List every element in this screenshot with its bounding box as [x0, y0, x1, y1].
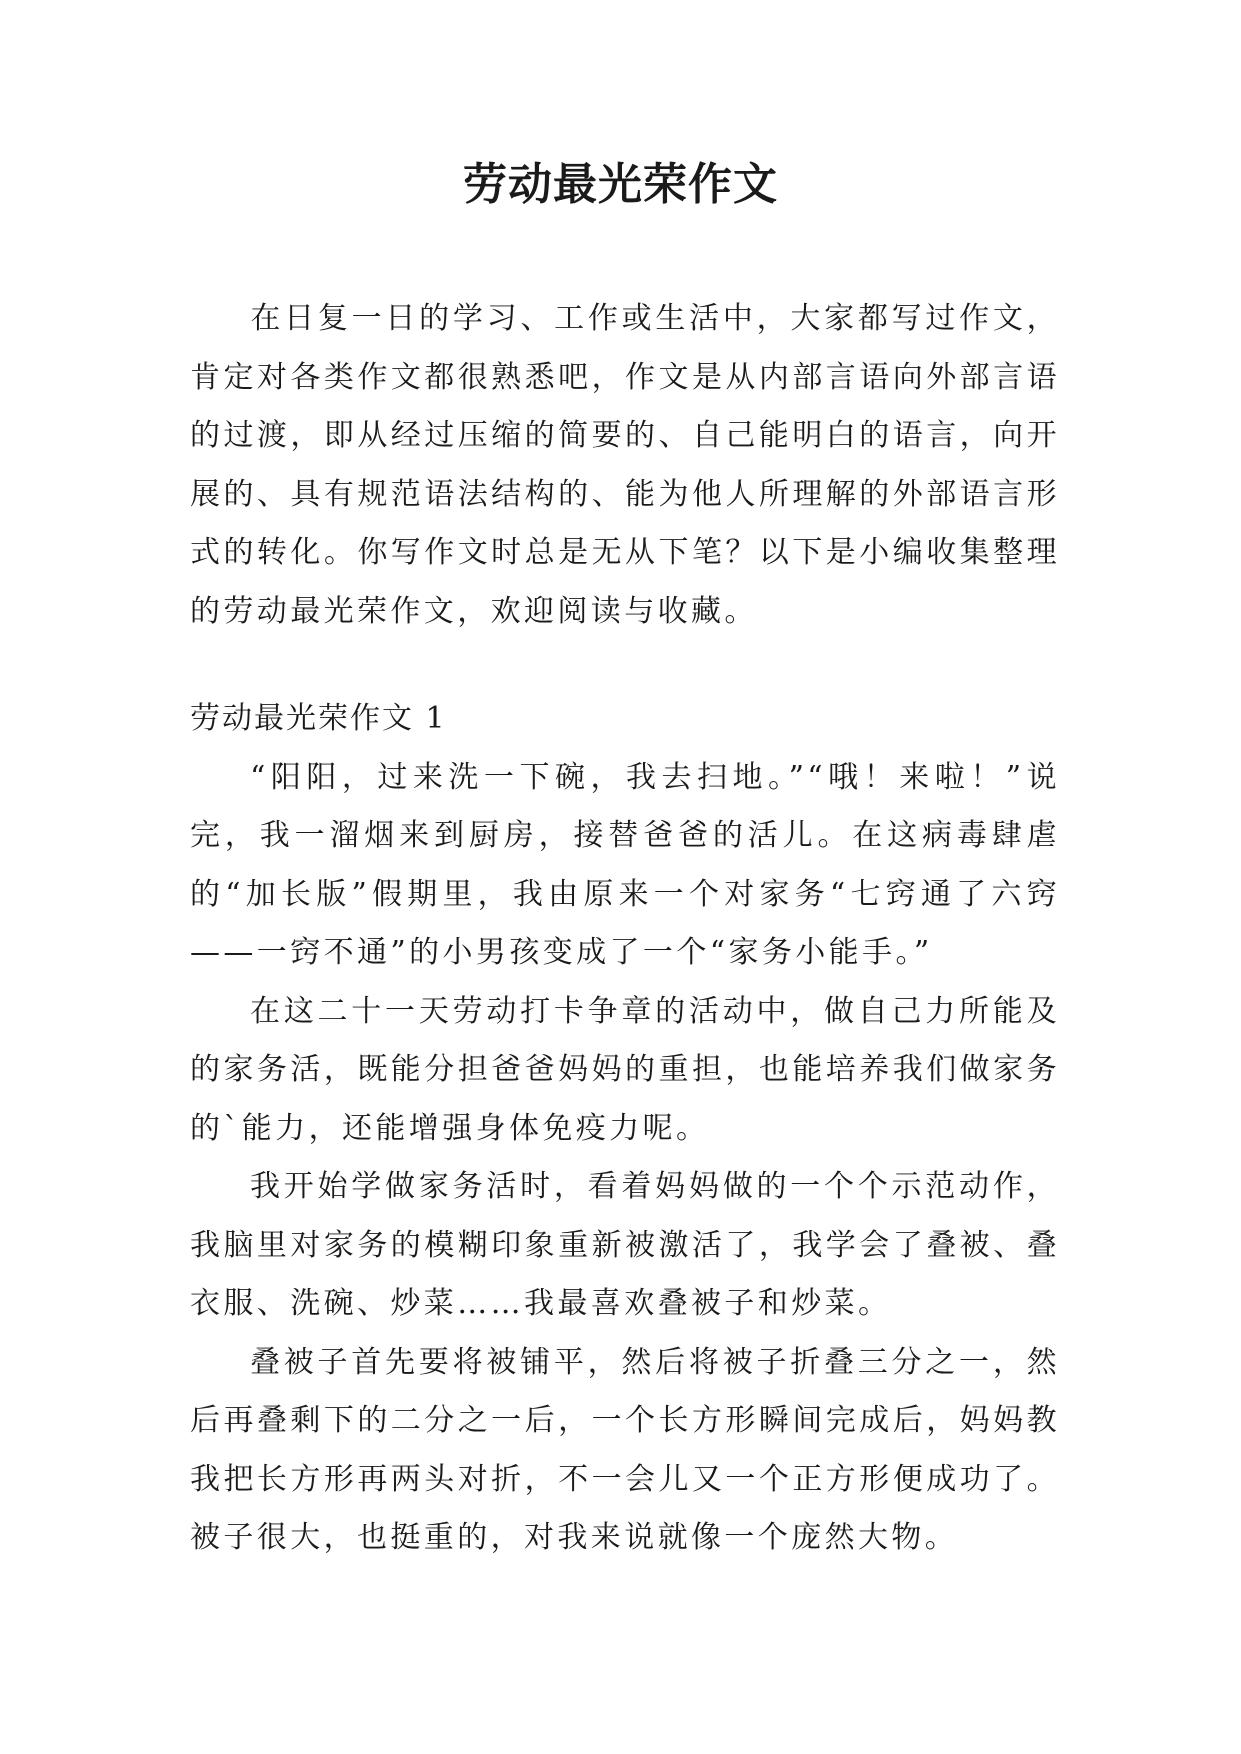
document-title: 劳动最光荣作文 [463, 159, 778, 210]
paragraph-4: 叠被子首先要将被铺平，然后将被子折叠三分之一，然后再叠剩下的二分之一后，一个长方形瞬间完成后，妈妈教我把长方形再两头对折，不一会儿又一个正方形便成功了。被子很大，也挺重的，对我来说就像一个庞然大物。 [190, 1344, 1060, 1555]
paragraph-1: “阳阳，过来洗一下碗，我去扫地。”“哦！来啦！”说完，我一溜烟来到厨房，接替爸爸的活儿。在这病毒肆虐的“加长版”假期里，我由原来一个对家务“七窍通了六窍——一窍不通”的小男孩变成了一个“家务小能手。” [190, 759, 1060, 970]
paragraph-2: 在这二十一天劳动打卡争章的活动中，做自己力所能及的家务活，既能分担爸爸妈妈的重担，也能培养我们做家务的`能力，还能增强身体免疫力呢。 [190, 993, 1060, 1146]
intro-paragraph [190, 290, 1060, 641]
intro-text: 在日复一日的学习、工作或生活中，大家都写过作文，肯定对各类作文都很熟悉吧，作文是从内部言语向外部言语的过渡，即从经过压缩的简要的、自己能明白的语言，向开展的、具有规范语法结构的、能为他人所理解的外部语言形式的转化。你写作文时总是无从下笔？以下是小编收集整理的劳动最光荣作文，欢迎阅读与收藏。 [190, 301, 1060, 629]
paragraph-3: 我开始学做家务活时，看着妈妈做的一个个示范动作，我脑里对家务的模糊印象重新被激活了，我学会了叠被、叠衣服、洗碗、炒菜……我最喜欢叠被子和炒菜。 [190, 1169, 1060, 1321]
essay-section [190, 690, 1060, 1568]
section-heading: 劳动最光荣作文 1 [190, 701, 447, 736]
